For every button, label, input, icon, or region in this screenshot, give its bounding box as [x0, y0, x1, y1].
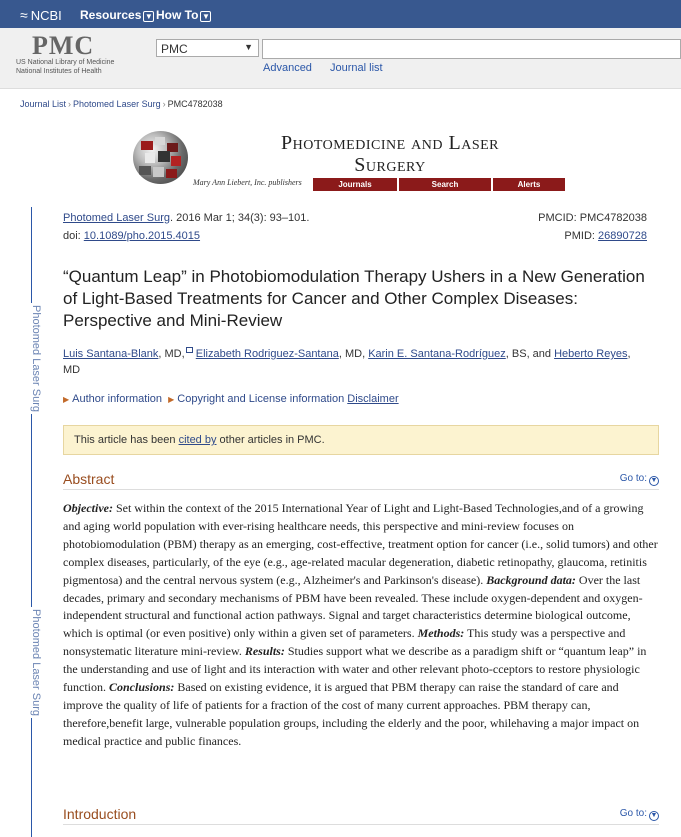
- chevron-down-icon: ▼: [650, 477, 658, 484]
- ncbi-logo[interactable]: [20, 7, 62, 23]
- abstract-header: [63, 470, 659, 490]
- goto-menu[interactable]: [620, 808, 659, 821]
- database-select[interactable]: [156, 39, 259, 57]
- ncbi-logo-text: NCBI: [30, 8, 62, 23]
- nih-text: National Institutes of Health: [16, 68, 102, 75]
- chevron-down-icon: ▼: [650, 812, 658, 819]
- journal-title-line2: Surgery: [354, 154, 426, 176]
- journal-list-link[interactable]: Journal list: [330, 62, 383, 74]
- article-info-links: [63, 393, 399, 405]
- introduction-heading: Introduction: [63, 806, 137, 822]
- author-list: [63, 346, 648, 378]
- pmid-link[interactable]: 26890728: [598, 230, 647, 242]
- abstract-text: Based on existing evidence, it is argued that PBM therapy can raise the standard of care and improve the quality of life of patients for a fraction of the cost of many current approaches. PBM therapy can, therefore,benefit large, vulnerable population groups, including the elderly and the poor, whilehaving a major impact on medical practice and public finances.: [63, 680, 640, 748]
- dropdown-arrow-icon: ▼: [244, 42, 253, 52]
- copyright-toggle[interactable]: Copyright and License information: [177, 393, 345, 405]
- pmid-line: [538, 227, 647, 245]
- cited-by-text: This article has been: [74, 434, 179, 446]
- abstract-label: Objective:: [63, 501, 113, 515]
- email-icon[interactable]: [186, 347, 193, 353]
- journal-title[interactable]: [259, 132, 521, 176]
- abstract-text: Studies support what we describe as a paradigm shift or “quantum leap” in the understanding and use of light and its interaction with water and other relevant photo-cceptors to restore physiologic function.: [63, 644, 647, 695]
- abstract-label: Background data:: [486, 572, 576, 587]
- breadcrumb-journal-list[interactable]: Journal List: [20, 99, 67, 109]
- doi-label: doi:: [63, 230, 84, 242]
- author-degree: , MD,: [158, 348, 185, 360]
- author-link[interactable]: Luis Santana-Blank: [63, 348, 159, 360]
- breadcrumb-separator-icon: ›: [68, 99, 72, 109]
- author-link[interactable]: Elizabeth Rodriguez-Santana: [195, 348, 339, 360]
- abstract-label: Methods:: [417, 626, 465, 641]
- author-degree: , BS, and: [505, 348, 555, 360]
- disclaimer-link[interactable]: Disclaimer: [347, 393, 399, 405]
- goto-menu[interactable]: [620, 473, 659, 486]
- abstract-body: [63, 500, 658, 751]
- search-bar: [0, 28, 681, 89]
- pmcid: PMCID: PMC4782038: [538, 212, 647, 224]
- introduction-header: [63, 805, 659, 825]
- chevron-down-icon: ▼: [144, 12, 153, 21]
- journal-title-line1: Photomedicine and Laser: [280, 132, 500, 154]
- cited-by-link[interactable]: cited by: [178, 434, 217, 446]
- journal-globe-logo: [133, 131, 188, 184]
- search-button[interactable]: Search: [399, 178, 491, 191]
- cited-by-text-end: other articles in PMC.: [216, 434, 325, 446]
- citation-line: [63, 209, 309, 227]
- citation-details: . 2016 Mar 1; 34(3): 93–101.: [170, 212, 310, 224]
- article-ids: [538, 209, 647, 245]
- pmc-logo-text: PMC: [32, 31, 95, 60]
- pmc-logo[interactable]: [16, 31, 136, 76]
- abstract-text: Over the last decades, primary and secondary mechanisms of PBM have been revealed. These include oxygen-dependent and oxygen-independent structural and functional action pathways. Signal and target characteristics determine biological outcome, which is optimal (or even positive) only within a given set of parameters.: [63, 572, 643, 641]
- author-degree: , MD: [63, 348, 631, 376]
- journal-link[interactable]: Photomed Laser Surg: [63, 212, 171, 224]
- author-link[interactable]: Heberto Reyes: [554, 348, 628, 360]
- side-journal-label[interactable]: Photomed Laser Surg: [22, 303, 42, 414]
- howto-menu[interactable]: [156, 8, 211, 22]
- resources-menu[interactable]: [80, 8, 154, 22]
- advanced-search-link[interactable]: Advanced: [263, 62, 312, 74]
- search-input[interactable]: [262, 39, 681, 59]
- abstract-label: Results:: [244, 644, 285, 659]
- nlm-text: US National Library of Medicine: [16, 59, 115, 66]
- abstract-heading: Abstract: [63, 471, 115, 487]
- cited-by-box: [63, 425, 659, 455]
- breadcrumb-journal[interactable]: Photomed Laser Surg: [73, 99, 161, 109]
- goto-label: Go to:: [619, 473, 647, 484]
- doi-line: [63, 227, 309, 245]
- side-rail: [31, 207, 32, 837]
- author-link[interactable]: Karin E. Santana-Rodríguez: [368, 348, 506, 360]
- chevron-down-icon: ▼: [201, 12, 210, 21]
- howto-label: How To: [156, 8, 199, 22]
- side-journal-label[interactable]: Photomed Laser Surg: [22, 607, 42, 718]
- alerts-button[interactable]: Alerts: [493, 178, 565, 191]
- abstract-text: Set within the context of the 2015 International Year of Light and Light-Based Technologies,and of a growing and aging world population with ever-rising healthcare needs, this perspective and mini-review focuses on photobiomodulation (PBM) therapy as an emerging, cost-effective, treatment option for cancer (i.e., solid tumors) and other complex diseases, particularly, of the eye (e.g., age-related macular degeneration, diabetic retinopathy, glaucoma, retinitis pigmentosa) and the central nervous system (e.g., Alzheimer's and Parkinson's disease).: [63, 501, 658, 587]
- citation: [63, 209, 309, 245]
- article-title: “Quantum Leap” in Photobiomodulation Therapy Ushers in a New Generation of Light-Based Treatments for Cancer and Other Complex Diseases: Perspective and Mini-Review: [63, 267, 645, 330]
- expand-triangle-icon: ▶: [63, 395, 70, 404]
- breadcrumb-separator-icon: ›: [162, 99, 166, 109]
- doi-link[interactable]: 10.1089/pho.2015.4015: [83, 230, 201, 242]
- publisher-name: Mary Ann Liebert, Inc. publishers: [193, 178, 302, 187]
- breadcrumb: [20, 99, 223, 109]
- abstract-label: Conclusions:: [109, 680, 175, 695]
- author-info-toggle[interactable]: Author information: [72, 393, 163, 405]
- journals-button[interactable]: Journals: [313, 178, 397, 191]
- author-degree: , MD,: [338, 348, 369, 360]
- breadcrumb-current: PMC4782038: [167, 99, 223, 109]
- pmid-label: PMID:: [564, 230, 599, 242]
- journal-banner: [133, 127, 573, 193]
- database-select-value: PMC: [161, 42, 188, 56]
- ncbi-topbar: [0, 0, 681, 28]
- abstract-text: This study was a perspective and nonsystematic literature mini-review.: [63, 626, 626, 659]
- resources-label: Resources: [80, 8, 142, 22]
- expand-triangle-icon: ▶: [168, 395, 175, 404]
- ncbi-logo-icon: ≈: [20, 7, 28, 23]
- goto-label: Go to:: [619, 808, 647, 819]
